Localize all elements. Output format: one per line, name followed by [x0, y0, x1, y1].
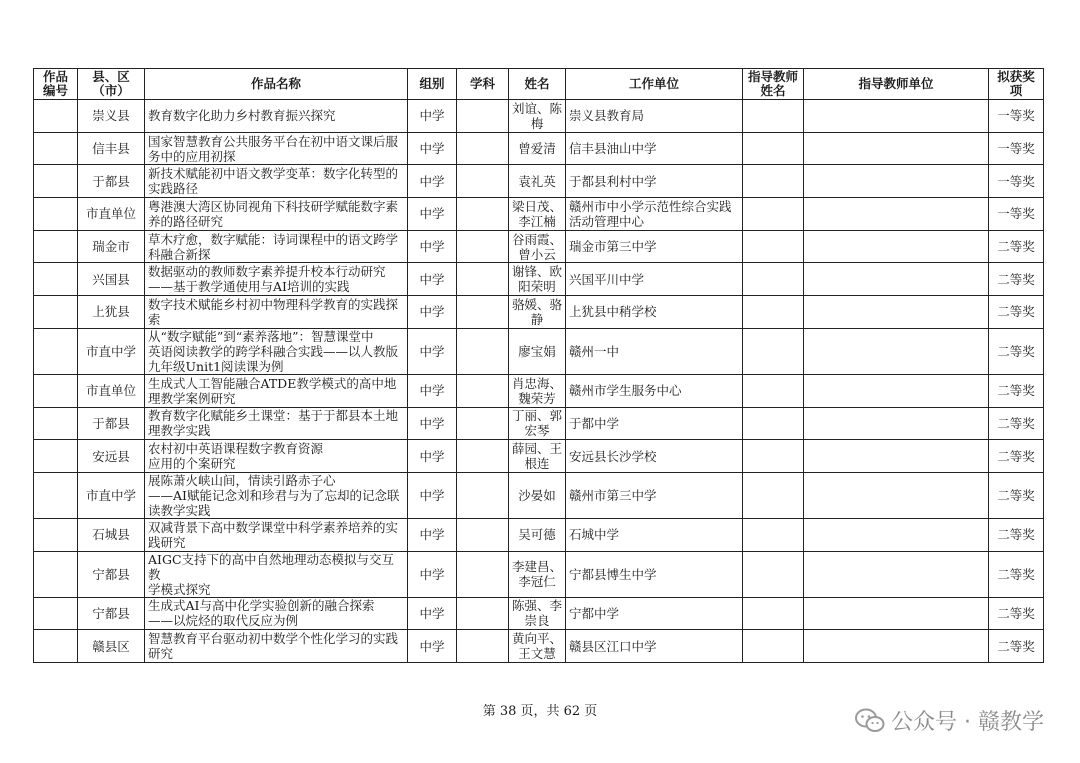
watermark — [855, 705, 1044, 736]
cell-group: 中学 — [408, 630, 457, 663]
cell-name: 薛园、王 根连 — [509, 440, 566, 473]
header-county: 县、区 （市） — [78, 69, 145, 100]
cell-group: 中学 — [408, 551, 457, 597]
cell-county: 市直单位 — [78, 374, 145, 407]
cell-unit: 赣县区江口中学 — [566, 630, 743, 663]
cell-id — [34, 374, 78, 407]
cell-group: 中学 — [408, 374, 457, 407]
cell-id — [34, 551, 78, 597]
cell-advisor-unit — [804, 630, 989, 663]
cell-id — [34, 328, 78, 374]
cell-award: 二等奖 — [989, 296, 1044, 329]
cell-name: 李建昌、 李冠仁 — [509, 551, 566, 597]
cell-advisor-unit — [804, 328, 989, 374]
cell-subject — [457, 518, 509, 551]
header-award: 拟获奖项 — [989, 69, 1044, 100]
cell-advisor — [743, 630, 804, 663]
cell-award: 二等奖 — [989, 374, 1044, 407]
cell-id — [34, 296, 78, 329]
cell-name: 肖忠海、 魏荣芳 — [509, 374, 566, 407]
cell-id — [34, 230, 78, 263]
cell-group: 中学 — [408, 165, 457, 198]
cell-county: 上犹县 — [78, 296, 145, 329]
cell-subject — [457, 132, 509, 165]
cell-advisor — [743, 374, 804, 407]
cell-award: 二等奖 — [989, 230, 1044, 263]
awards-table — [33, 68, 1044, 663]
cell-title: 草木疗愈，数字赋能：诗词课程中的语文跨学 科融合新探 — [145, 230, 408, 263]
header-title: 作品名称 — [145, 69, 408, 100]
header-advisor: 指导教师 姓名 — [743, 69, 804, 100]
cell-advisor-unit — [804, 263, 989, 296]
cell-award: 一等奖 — [989, 198, 1044, 231]
cell-name: 沙晏如 — [509, 472, 566, 518]
cell-id — [34, 263, 78, 296]
wechat-icon — [855, 708, 885, 734]
cell-award: 一等奖 — [989, 165, 1044, 198]
cell-title: 数字技术赋能乡村初中物理科学教育的实践探 索 — [145, 296, 408, 329]
cell-unit: 瑞金市第三中学 — [566, 230, 743, 263]
page-number: 第 38 页，共 62 页 — [482, 704, 598, 719]
cell-unit: 赣州市中小学示范性综合实践 活动管理中心 — [566, 198, 743, 231]
cell-advisor — [743, 296, 804, 329]
cell-award: 二等奖 — [989, 328, 1044, 374]
cell-title: 农村初中英语课程数字教育资源 应用的个案研究 — [145, 440, 408, 473]
cell-county: 安远县 — [78, 440, 145, 473]
cell-unit: 赣州市第三中学 — [566, 472, 743, 518]
table-row — [34, 328, 1044, 374]
cell-unit: 上犹县中稍学校 — [566, 296, 743, 329]
cell-county: 于都县 — [78, 165, 145, 198]
cell-id — [34, 518, 78, 551]
table-row — [34, 230, 1044, 263]
cell-award: 二等奖 — [989, 630, 1044, 663]
cell-subject — [457, 551, 509, 597]
cell-id — [34, 407, 78, 440]
cell-subject — [457, 198, 509, 231]
cell-group: 中学 — [408, 472, 457, 518]
header-advisor-unit: 指导教师单位 — [804, 69, 989, 100]
cell-advisor — [743, 518, 804, 551]
header-id: 作品编号 — [34, 69, 78, 100]
cell-advisor-unit — [804, 374, 989, 407]
cell-unit: 赣州一中 — [566, 328, 743, 374]
cell-title: 从“数字赋能”到“素养落地”：智慧课堂中 英语阅读教学的跨学科融合实践——以人教版 九年级Unit1阅读课为例 — [145, 328, 408, 374]
cell-id — [34, 165, 78, 198]
cell-advisor — [743, 230, 804, 263]
cell-advisor-unit — [804, 472, 989, 518]
cell-group: 中学 — [408, 440, 457, 473]
cell-id — [34, 630, 78, 663]
cell-title: 教育数字化助力乡村教育振兴探究 — [145, 100, 408, 133]
cell-advisor — [743, 551, 804, 597]
cell-advisor — [743, 132, 804, 165]
cell-subject — [457, 597, 509, 630]
cell-subject — [457, 328, 509, 374]
cell-subject — [457, 374, 509, 407]
table-row — [34, 132, 1044, 165]
cell-name: 廖宝娟 — [509, 328, 566, 374]
cell-advisor-unit — [804, 230, 989, 263]
table-header-row — [34, 69, 1044, 100]
cell-name: 袁礼英 — [509, 165, 566, 198]
header-subject: 学科 — [457, 69, 509, 100]
cell-county: 崇义县 — [78, 100, 145, 133]
cell-unit: 于都中学 — [566, 407, 743, 440]
cell-advisor-unit — [804, 407, 989, 440]
cell-award: 二等奖 — [989, 407, 1044, 440]
cell-id — [34, 597, 78, 630]
cell-unit: 于都县利村中学 — [566, 165, 743, 198]
cell-title: 双减背景下高中数学课堂中科学素养培养的实 践研究 — [145, 518, 408, 551]
cell-award: 二等奖 — [989, 263, 1044, 296]
table-row — [34, 100, 1044, 133]
cell-advisor — [743, 165, 804, 198]
cell-county: 宁都县 — [78, 551, 145, 597]
cell-subject — [457, 407, 509, 440]
cell-advisor-unit — [804, 132, 989, 165]
cell-title: 教育数字化赋能乡土课堂：基于于都县本土地 理教学实践 — [145, 407, 408, 440]
cell-award: 二等奖 — [989, 518, 1044, 551]
cell-title: 生成式AI与高中化学实验创新的融合探索 ——以烷烃的取代反应为例 — [145, 597, 408, 630]
cell-group: 中学 — [408, 230, 457, 263]
cell-title: 展陈萧火峡山间，情读引路赤子心 ——AI赋能记念刘和珍君与为了忘却的记念联 读教学实践 — [145, 472, 408, 518]
cell-advisor — [743, 263, 804, 296]
cell-title: 生成式人工智能融合ATDE教学模式的高中地 理教学案例研究 — [145, 374, 408, 407]
cell-subject — [457, 472, 509, 518]
cell-group: 中学 — [408, 198, 457, 231]
cell-unit: 崇义县教育局 — [566, 100, 743, 133]
cell-advisor — [743, 198, 804, 231]
header-unit: 工作单位 — [566, 69, 743, 100]
cell-advisor-unit — [804, 518, 989, 551]
cell-subject — [457, 296, 509, 329]
cell-award: 二等奖 — [989, 597, 1044, 630]
cell-advisor — [743, 407, 804, 440]
cell-advisor-unit — [804, 198, 989, 231]
cell-county: 于都县 — [78, 407, 145, 440]
table-row — [34, 407, 1044, 440]
cell-title: 智慧教育平台驱动初中数学个性化学习的实践 研究 — [145, 630, 408, 663]
cell-group: 中学 — [408, 263, 457, 296]
cell-group: 中学 — [408, 407, 457, 440]
header-group: 组别 — [408, 69, 457, 100]
cell-group: 中学 — [408, 296, 457, 329]
cell-unit: 信丰县油山中学 — [566, 132, 743, 165]
cell-subject — [457, 230, 509, 263]
cell-county: 市直中学 — [78, 472, 145, 518]
cell-award: 二等奖 — [989, 472, 1044, 518]
table-row — [34, 198, 1044, 231]
cell-county: 赣县区 — [78, 630, 145, 663]
watermark-text: 公众号 · 赣教学 — [891, 710, 1044, 735]
cell-advisor — [743, 440, 804, 473]
cell-advisor — [743, 328, 804, 374]
cell-advisor — [743, 472, 804, 518]
cell-county: 信丰县 — [78, 132, 145, 165]
table-row — [34, 296, 1044, 329]
cell-advisor-unit — [804, 440, 989, 473]
cell-county: 市直中学 — [78, 328, 145, 374]
cell-unit: 赣州市学生服务中心 — [566, 374, 743, 407]
cell-group: 中学 — [408, 597, 457, 630]
cell-county: 瑞金市 — [78, 230, 145, 263]
cell-county: 市直单位 — [78, 198, 145, 231]
cell-name: 吴可德 — [509, 518, 566, 551]
cell-unit: 安远县长沙学校 — [566, 440, 743, 473]
cell-advisor-unit — [804, 597, 989, 630]
cell-name: 丁丽、郭 宏琴 — [509, 407, 566, 440]
cell-advisor-unit — [804, 551, 989, 597]
cell-advisor — [743, 597, 804, 630]
table-row — [34, 518, 1044, 551]
cell-name: 曾爱清 — [509, 132, 566, 165]
table-row — [34, 374, 1044, 407]
table-row — [34, 472, 1044, 518]
cell-advisor-unit — [804, 296, 989, 329]
cell-unit: 宁都中学 — [566, 597, 743, 630]
table-row — [34, 440, 1044, 473]
cell-subject — [457, 263, 509, 296]
table-row — [34, 263, 1044, 296]
table-row — [34, 165, 1044, 198]
cell-title: 新技术赋能初中语文教学变革：数字化转型的 实践路径 — [145, 165, 408, 198]
cell-subject — [457, 100, 509, 133]
cell-id — [34, 132, 78, 165]
cell-group: 中学 — [408, 132, 457, 165]
cell-name: 刘谊、陈 梅 — [509, 100, 566, 133]
cell-award: 二等奖 — [989, 440, 1044, 473]
cell-name: 梁日茂、 李江楠 — [509, 198, 566, 231]
cell-id — [34, 100, 78, 133]
cell-group: 中学 — [408, 100, 457, 133]
cell-id — [34, 472, 78, 518]
cell-subject — [457, 440, 509, 473]
cell-title: 国家智慧教育公共服务平台在初中语文课后服 务中的应用初探 — [145, 132, 408, 165]
table-row — [34, 551, 1044, 597]
cell-name: 陈强、李 崇良 — [509, 597, 566, 630]
header-name: 姓名 — [509, 69, 566, 100]
cell-name: 黄向平、 王文慧 — [509, 630, 566, 663]
cell-name: 谷雨霞、 曾小云 — [509, 230, 566, 263]
cell-award: 二等奖 — [989, 551, 1044, 597]
cell-county: 兴国县 — [78, 263, 145, 296]
cell-name: 骆媛、骆 静 — [509, 296, 566, 329]
cell-subject — [457, 165, 509, 198]
cell-name: 谢锋、欧 阳荣明 — [509, 263, 566, 296]
cell-group: 中学 — [408, 518, 457, 551]
cell-county: 宁都县 — [78, 597, 145, 630]
cell-advisor-unit — [804, 100, 989, 133]
cell-award: 一等奖 — [989, 100, 1044, 133]
cell-award: 一等奖 — [989, 132, 1044, 165]
cell-title: AIGC支持下的高中自然地理动态模拟与交互教 学模式探究 — [145, 551, 408, 597]
cell-subject — [457, 630, 509, 663]
table-row — [34, 630, 1044, 663]
cell-advisor — [743, 100, 804, 133]
cell-unit: 石城中学 — [566, 518, 743, 551]
cell-title: 粤港澳大湾区协同视角下科技研学赋能数字素 养的路径研究 — [145, 198, 408, 231]
cell-county: 石城县 — [78, 518, 145, 551]
cell-unit: 兴国平川中学 — [566, 263, 743, 296]
cell-title: 数据驱动的教师数字素养提升校本行动研究 ——基于教学通使用与AI培训的实践 — [145, 263, 408, 296]
cell-id — [34, 440, 78, 473]
cell-unit: 宁都县博生中学 — [566, 551, 743, 597]
table-row — [34, 597, 1044, 630]
cell-id — [34, 198, 78, 231]
cell-group: 中学 — [408, 328, 457, 374]
cell-advisor-unit — [804, 165, 989, 198]
